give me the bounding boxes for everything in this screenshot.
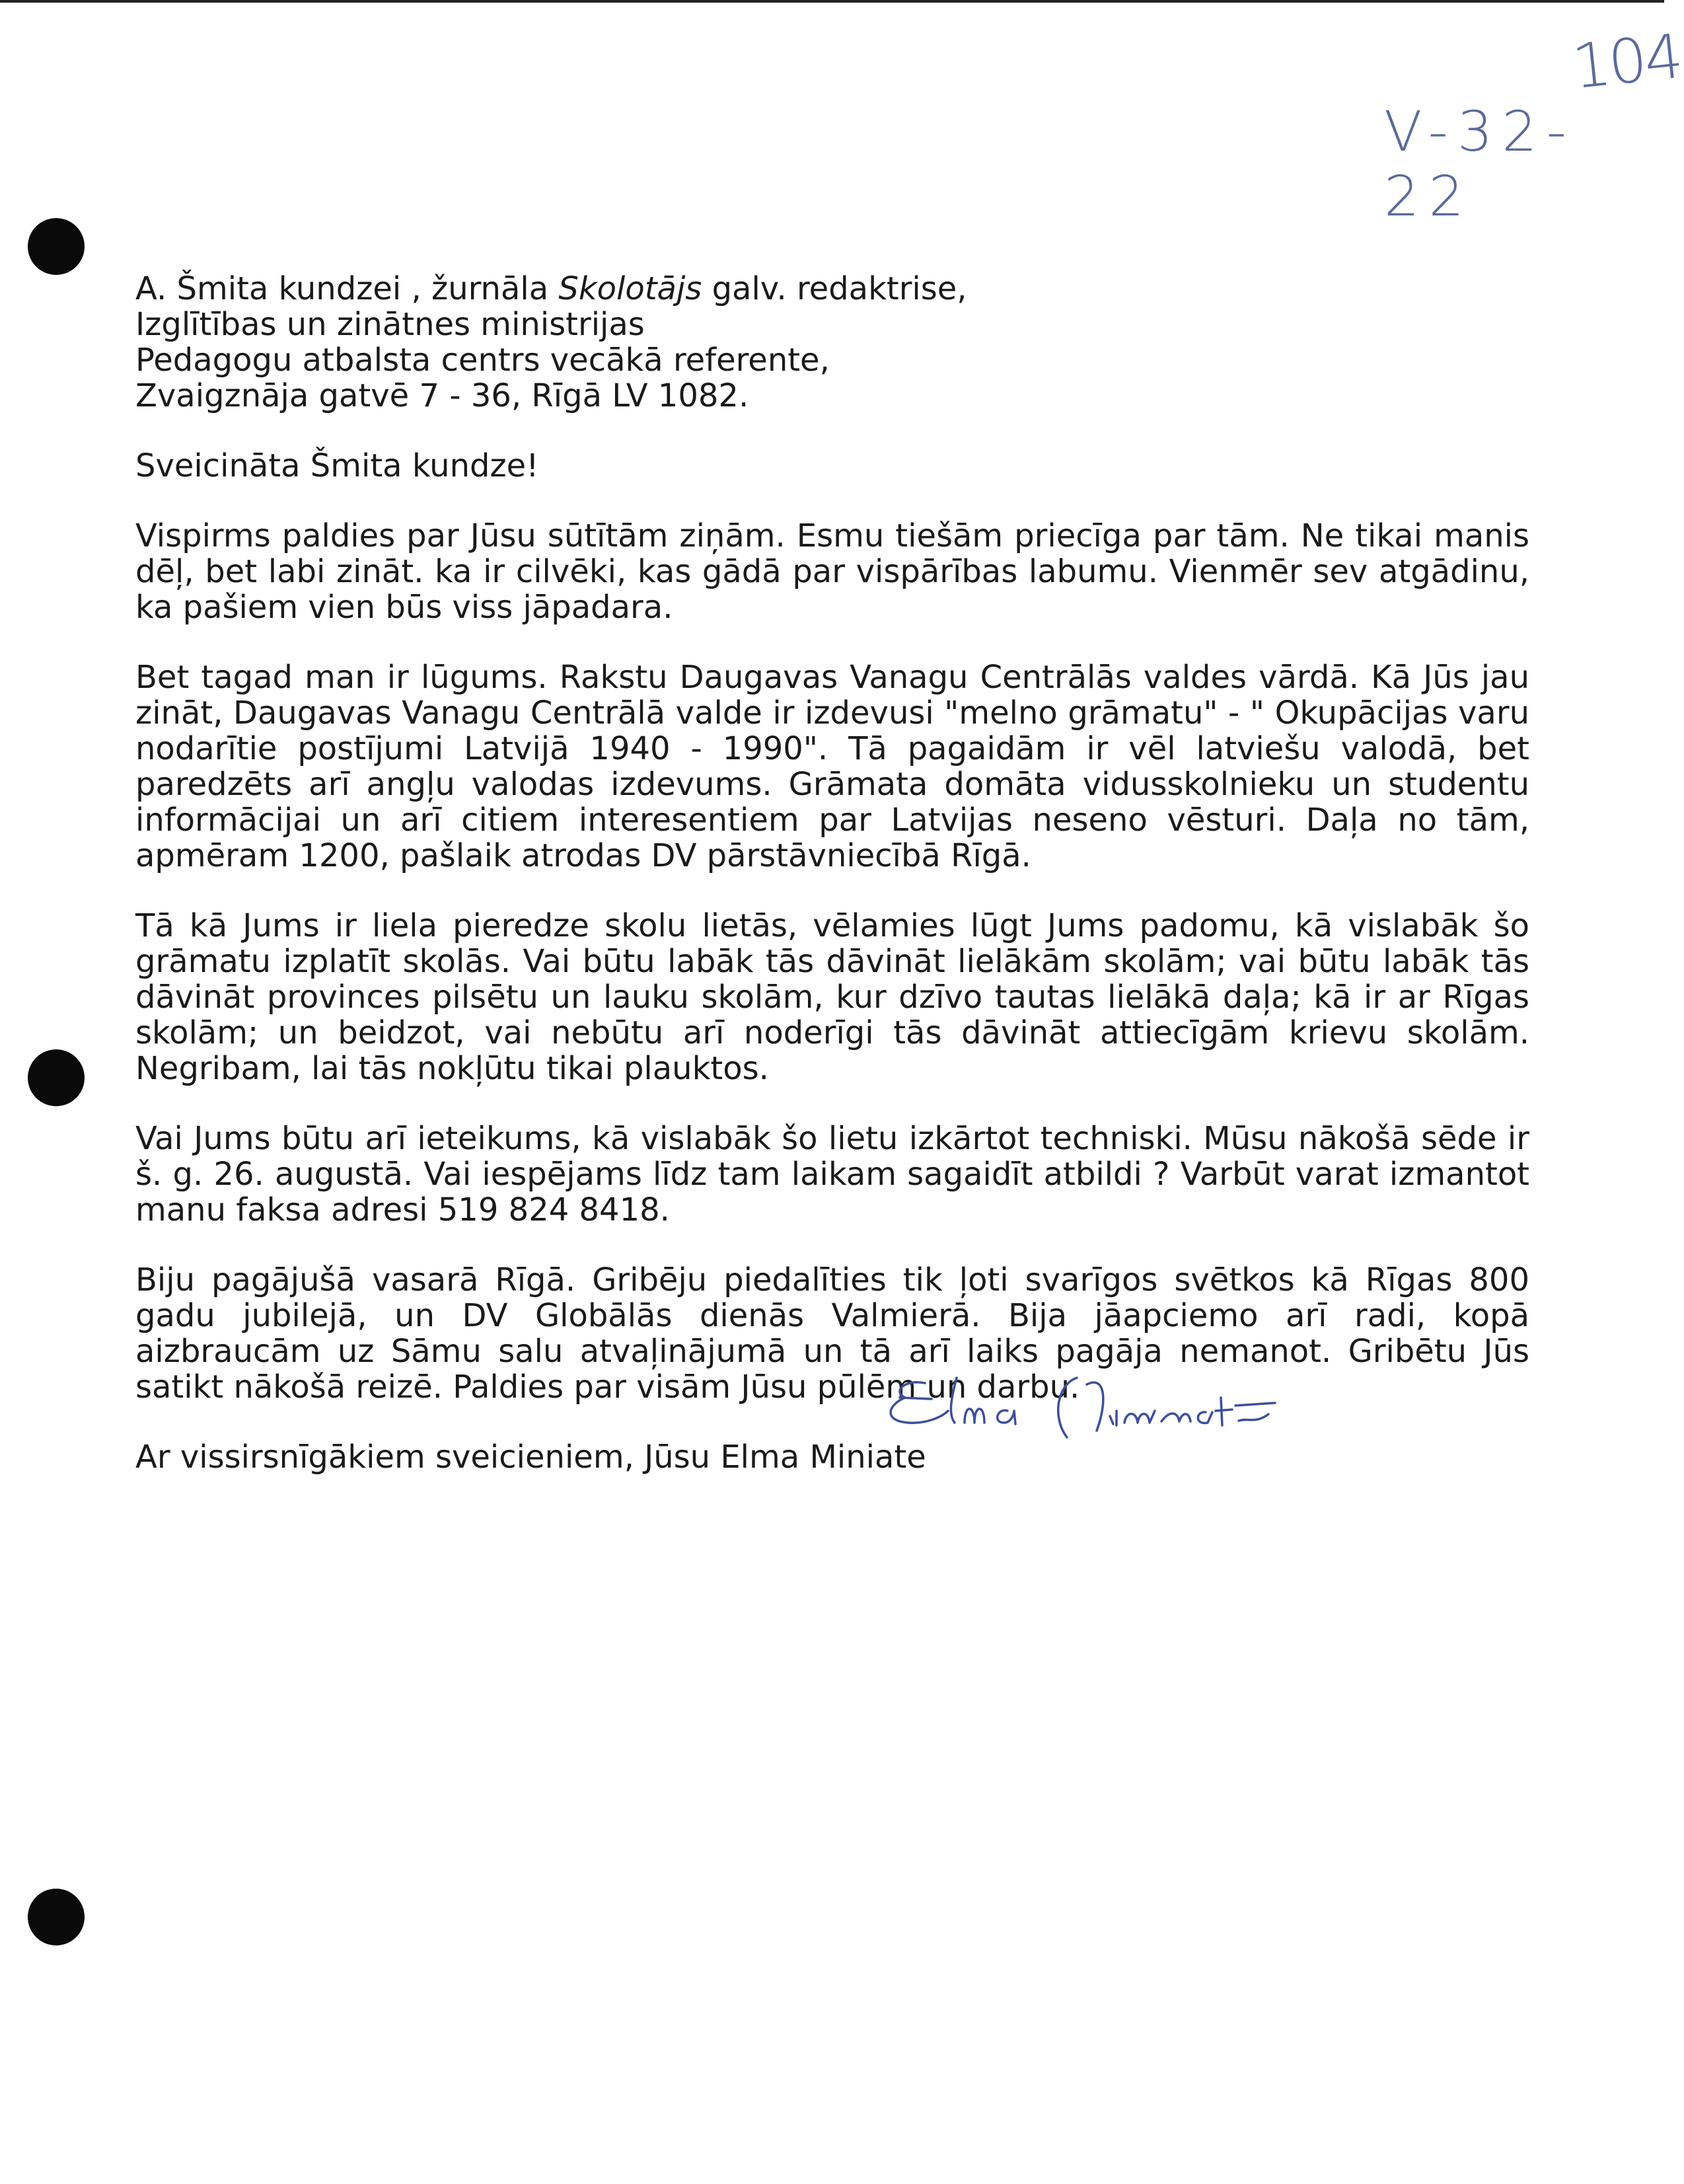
closing-line: Ar vissirsnīgākiem sveicieniem, Jūsu Elma Miniate [135, 1439, 926, 1476]
punch-hole-top [28, 218, 85, 275]
journal-title: Skolotājs [558, 270, 702, 307]
address-line-1 [135, 271, 1529, 307]
handwritten-page-number: 104 [1568, 20, 1684, 103]
handwritten-signature [879, 1365, 1328, 1444]
address-line-4: Zvaigznāja gatvē 7 - 36, Rīgā LV 1082. [135, 377, 749, 414]
punch-hole-middle [28, 1049, 85, 1106]
paragraph-advice: Tā kā Jums ir liela pieredze skolu lietās, vēlamies lūgt Jums padomu, kā vislabāk šo grāmatu izplatīt skolās. Vai būtu labāk tās dāvināt lielākām skolām; vai būtu labāk tās dāvināt provinces pilsētu un lauku skolām, kur dzīvo tautas lielākā daļa; kā ir ar Rīgas skolām; un beidzot, vai nebūtu arī noderīgi tās dāvināt attiecīgām krievu skolām. Negribam, lai tās nokļūtu tikai plauktos. [135, 907, 1529, 1087]
paragraph-visit: Biju pagājušā vasarā Rīgā. Gribēju piedalīties tik ļoti svarīgos svētkos kā Rīgas 800 gadu jubilejā, un DV Globālās dienās Valmierā. Bija jāapciemo arī radi, kopā aizbraucām uz Sāmu salu atvaļinājumā un tā arī laiks pagāja nemanot. Gribētu Jūs satikt nākošā reizē. Paldies par visām Jūsu pūlēm un darbu. [135, 1261, 1529, 1406]
handwritten-reference-code: V-32-22 [1384, 99, 1576, 229]
top-edge-rule [0, 0, 1664, 3]
paragraph-technical: Vai Jums būtu arī ieteikums, kā vislabāk šo lietu izkārtot techniski. Mūsu nākošā sēde ir š. g. 26. augustā. Vai iespējams līdz tam laikam sagaidīt atbildi ? Varbūt varat izmantot manu faksa adresi 519 824 8418. [135, 1120, 1529, 1228]
salutation: Sveicināta Šmita kundze! [135, 447, 539, 484]
paragraph-request: Bet tagad man ir lūgums. Rakstu Daugavas Vanagu Centrālās valdes vārdā. Kā Jūs jau zināt, Daugavas Vanagu Centrālā valde ir izdevusi "melno grāmatu" - " Okupācijas varu nodarītie postījumi Latvijā 1940 - 1990". Tā pagaidām ir vēl latviešu valodā, bet paredzēts arī angļu valodas izdevums. Grāmata domāta vidusskolnieku un studentu informācijai un arī citiem interesentiem par Latvijas neseno vēsturi. Daļa no tām, apmēram 1200, pašlaik atrodas DV pārstāvniecībā Rīgā. [135, 659, 1529, 874]
address-line-1-prefix: A. Šmita kundzei , žurnāla [135, 270, 559, 307]
recipient-address [135, 271, 1529, 414]
letter-body [135, 271, 1529, 1475]
address-line-2: Izglītības un zinātnes ministrijas [135, 306, 645, 343]
paragraph-thanks: Vispirms paldies par Jūsu sūtītām ziņām. Esmu tiešām priecīga par tām. Ne tikai manis dēļ, bet labi zināt. ka ir cilvēki, kas gādā par vispārības labumu. Vienmēr sev atgādinu, ka pašiem vien būs viss jāpadara. [135, 517, 1529, 626]
address-line-3: Pedagogu atbalsta centrs vecākā referente, [135, 342, 830, 379]
address-line-1-suffix: galv. redaktrise, [702, 270, 967, 307]
punch-hole-bottom [28, 1889, 85, 1945]
